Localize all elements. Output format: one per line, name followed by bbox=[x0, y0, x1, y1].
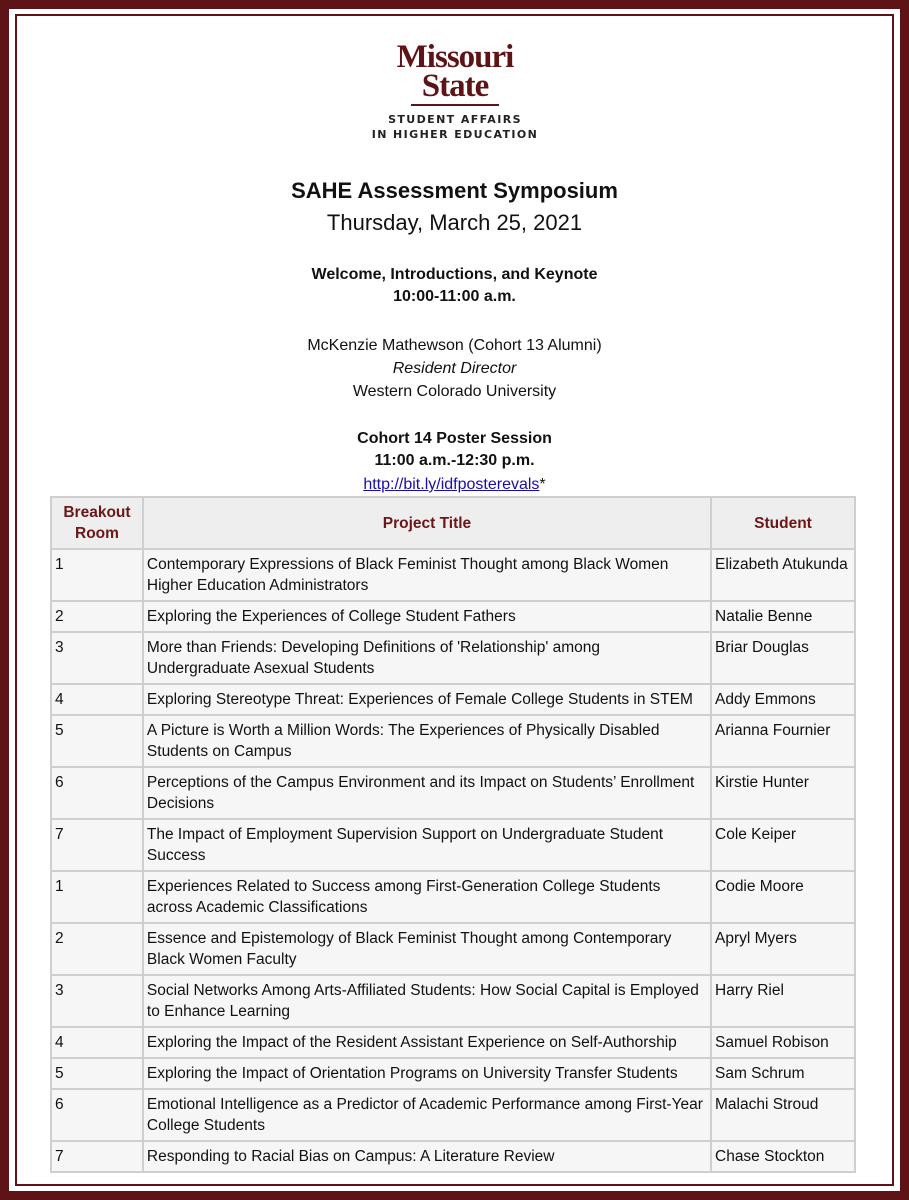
cell-student: Kirstie Hunter bbox=[711, 767, 855, 819]
welcome-section bbox=[0, 264, 909, 308]
missouri-state-logo bbox=[330, 39, 580, 142]
table-row bbox=[51, 1089, 855, 1141]
cell-student: Apryl Myers bbox=[711, 923, 855, 975]
table-row bbox=[51, 715, 855, 767]
cell-project-title: Exploring Stereotype Threat: Experiences of Female College Students in STEM bbox=[143, 684, 711, 715]
table-row bbox=[51, 1058, 855, 1089]
cell-student: Samuel Robison bbox=[711, 1027, 855, 1058]
cell-student: Arianna Fournier bbox=[711, 715, 855, 767]
cell-project-title: A Picture is Worth a Million Words: The Experiences of Physically Disabled Students on Campus bbox=[143, 715, 711, 767]
cell-student: Harry Riel bbox=[711, 975, 855, 1027]
cell-project-title: Essence and Epistemology of Black Feminist Thought among Contemporary Black Women Faculty bbox=[143, 923, 711, 975]
keynote-speaker bbox=[0, 334, 909, 403]
logo-word-missouri: Missouri bbox=[396, 39, 514, 75]
cell-project-title: Exploring the Experiences of College Student Fathers bbox=[143, 601, 711, 632]
cell-student: Natalie Benne bbox=[711, 601, 855, 632]
cell-project-title: Responding to Racial Bias on Campus: A Literature Review bbox=[143, 1141, 711, 1172]
poster-schedule-table bbox=[50, 496, 856, 1173]
cell-project-title: Experiences Related to Success among First-Generation College Students across Academic Classifications bbox=[143, 871, 711, 923]
cell-student: Malachi Stroud bbox=[711, 1089, 855, 1141]
poster-evals-link[interactable]: http://bit.ly/idfposterevals bbox=[363, 476, 540, 493]
cell-student: Cole Keiper bbox=[711, 819, 855, 871]
cell-room: 3 bbox=[51, 632, 143, 684]
cell-student: Addy Emmons bbox=[711, 684, 855, 715]
cell-room: 5 bbox=[51, 715, 143, 767]
table-row bbox=[51, 975, 855, 1027]
table-row bbox=[51, 767, 855, 819]
cell-project-title: The Impact of Employment Supervision Support on Undergraduate Student Success bbox=[143, 819, 711, 871]
table-row bbox=[51, 1027, 855, 1058]
poster-session-section bbox=[0, 428, 909, 472]
table-row bbox=[51, 1141, 855, 1172]
cell-room: 1 bbox=[51, 871, 143, 923]
cell-student: Sam Schrum bbox=[711, 1058, 855, 1089]
event-date: Thursday, March 25, 2021 bbox=[326, 210, 583, 235]
cell-project-title: Emotional Intelligence as a Predictor of Academic Performance among First-Year College Students bbox=[143, 1089, 711, 1141]
event-title: SAHE Assessment Symposium bbox=[291, 178, 618, 203]
cell-project-title: Perceptions of the Campus Environment and its Impact on Students’ Enrollment Decisions bbox=[143, 767, 711, 819]
welcome-time: 10:00-11:00 a.m. bbox=[393, 288, 516, 305]
cell-room: 7 bbox=[51, 819, 143, 871]
speaker-organization: Western Colorado University bbox=[352, 383, 557, 400]
cell-student: Elizabeth Atukunda bbox=[711, 549, 855, 601]
table-row bbox=[51, 923, 855, 975]
cell-project-title: Contemporary Expressions of Black Feminist Thought among Black Women Higher Education Administrators bbox=[143, 549, 711, 601]
poster-evals-line bbox=[0, 474, 909, 496]
table-row bbox=[51, 819, 855, 871]
header-student: Student bbox=[711, 497, 855, 549]
cell-room: 7 bbox=[51, 1141, 143, 1172]
cell-room: 2 bbox=[51, 601, 143, 632]
poster-session-time: 11:00 a.m.-12:30 p.m. bbox=[374, 452, 535, 469]
table-row bbox=[51, 632, 855, 684]
logo-subtitle-line1: STUDENT AFFAIRS bbox=[388, 113, 522, 126]
table-row bbox=[51, 601, 855, 632]
header-project-title: Project Title bbox=[143, 497, 711, 549]
cell-room: 5 bbox=[51, 1058, 143, 1089]
table-header-row bbox=[51, 497, 855, 549]
cell-student: Briar Douglas bbox=[711, 632, 855, 684]
cell-room: 6 bbox=[51, 1089, 143, 1141]
cell-room: 2 bbox=[51, 923, 143, 975]
logo-word-state: State bbox=[421, 68, 489, 104]
logo-divider bbox=[411, 104, 499, 106]
table-row bbox=[51, 684, 855, 715]
cell-room: 6 bbox=[51, 767, 143, 819]
cell-student: Codie Moore bbox=[711, 871, 855, 923]
cell-room: 1 bbox=[51, 549, 143, 601]
welcome-heading: Welcome, Introductions, and Keynote bbox=[311, 266, 598, 283]
cell-project-title: Exploring the Impact of Orientation Programs on University Transfer Students bbox=[143, 1058, 711, 1089]
speaker-name: McKenzie Mathewson (Cohort 13 Alumni) bbox=[307, 337, 602, 354]
cell-room: 3 bbox=[51, 975, 143, 1027]
header-breakout-room: Breakout Room bbox=[51, 497, 143, 549]
cell-project-title: More than Friends: Developing Definitions of 'Relationship' among Undergraduate Asexual Students bbox=[143, 632, 711, 684]
table-row bbox=[51, 549, 855, 601]
cell-room: 4 bbox=[51, 684, 143, 715]
poster-evals-link-asterisk: * bbox=[539, 476, 546, 493]
cell-room: 4 bbox=[51, 1027, 143, 1058]
table-row bbox=[51, 871, 855, 923]
cell-project-title: Exploring the Impact of the Resident Assistant Experience on Self-Authorship bbox=[143, 1027, 711, 1058]
logo-subtitle-line2: IN HIGHER EDUCATION bbox=[371, 128, 539, 141]
speaker-role: Resident Director bbox=[392, 360, 517, 377]
poster-session-heading: Cohort 14 Poster Session bbox=[357, 430, 552, 447]
cell-project-title: Social Networks Among Arts-Affiliated Students: How Social Capital is Employed to Enhance Learning bbox=[143, 975, 711, 1027]
cell-student: Chase Stockton bbox=[711, 1141, 855, 1172]
